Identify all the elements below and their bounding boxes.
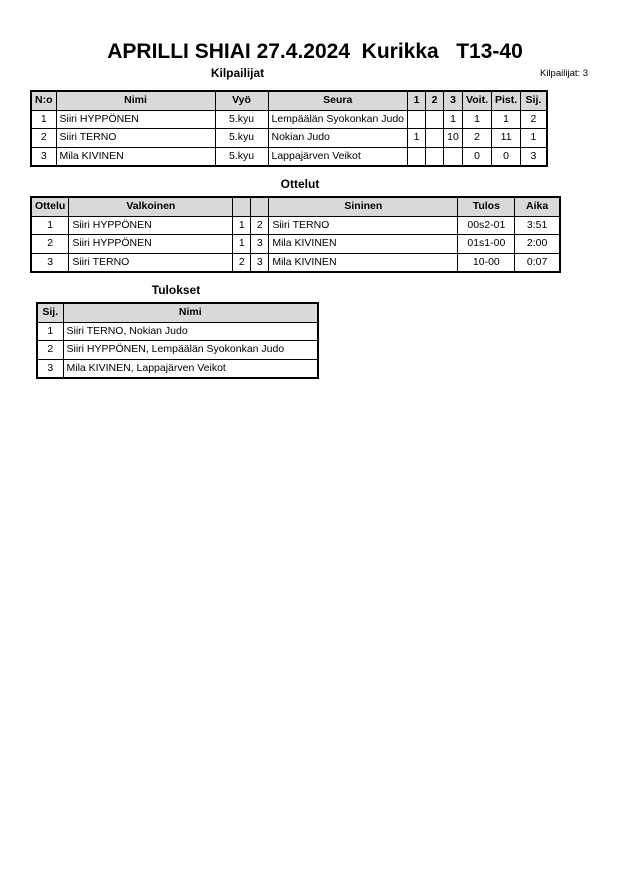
blue-player-number: 3 <box>251 235 269 254</box>
results-header-row <box>37 303 318 322</box>
competitor-number: 3 <box>31 147 56 166</box>
competitor-club: Lappajärven Veikot <box>268 147 408 166</box>
competitor-club: Lempäälän Syokonkan Judo <box>268 110 408 129</box>
col-header-no: N:o <box>31 91 56 110</box>
match-number: 1 <box>31 216 69 235</box>
result-row <box>37 322 318 341</box>
blue-player-name: Siiri TERNO <box>269 216 458 235</box>
competitor-belt: 5.kyu <box>215 129 268 148</box>
blue-player-number: 2 <box>251 216 269 235</box>
white-player-name: Siiri HYPPÖNEN <box>69 235 233 254</box>
competitors-count-label: Kilpailijat: 3 <box>540 68 589 79</box>
matches-header-row <box>31 197 560 216</box>
result-rank: 1 <box>37 322 63 341</box>
col-header-match-no: Ottelu <box>31 197 69 216</box>
result-rank: 2 <box>37 341 63 360</box>
score-vs-1 <box>408 147 426 166</box>
col-header-white-no <box>233 197 251 216</box>
competitor-number: 2 <box>31 129 56 148</box>
col-header-opp2: 2 <box>426 91 444 110</box>
result-rank: 3 <box>37 359 63 378</box>
competitor-rank: 1 <box>521 129 547 148</box>
result-row <box>37 341 318 360</box>
score-vs-1 <box>408 110 426 129</box>
competitors-table <box>30 90 548 167</box>
score-vs-2 <box>426 129 444 148</box>
match-row <box>31 253 560 272</box>
page-title: APRILLI SHIAI 27.4.2024 Kurikka T13-40 <box>107 40 523 63</box>
competitor-row <box>31 129 547 148</box>
matches-heading: Ottelut <box>280 177 320 191</box>
competitor-belt: 5.kyu <box>215 147 268 166</box>
col-header-name: Nimi <box>63 303 318 322</box>
competitor-name: Siiri TERNO <box>56 129 215 148</box>
white-player-name: Siiri HYPPÖNEN <box>69 216 233 235</box>
blue-player-name: Mila KIVINEN <box>269 253 458 272</box>
col-header-points: Pist. <box>492 91 521 110</box>
competitor-rank: 3 <box>521 147 547 166</box>
col-header-rank: Sij. <box>37 303 63 322</box>
competitor-row <box>31 110 547 129</box>
col-header-belt: Vyö <box>215 91 268 110</box>
match-result: 00s2-01 <box>458 216 515 235</box>
competitor-name: Mila KIVINEN <box>56 147 215 166</box>
competitor-name: Siiri HYPPÖNEN <box>56 110 215 129</box>
col-header-blue: Sininen <box>269 197 458 216</box>
competitor-points: 1 <box>492 110 521 129</box>
competitor-points: 11 <box>492 129 521 148</box>
competitor-number: 1 <box>31 110 56 129</box>
result-name: Siiri TERNO, Nokian Judo <box>63 322 318 341</box>
result-name: Siiri HYPPÖNEN, Lempäälän Syokonkan Judo <box>63 341 318 360</box>
col-header-club: Seura <box>268 91 408 110</box>
match-time: 0:07 <box>515 253 560 272</box>
score-vs-2 <box>426 147 444 166</box>
competitor-rank: 2 <box>521 110 547 129</box>
competitor-points: 0 <box>492 147 521 166</box>
match-row <box>31 235 560 254</box>
competitor-wins: 1 <box>463 110 492 129</box>
results-table <box>36 302 319 379</box>
score-vs-1: 1 <box>408 129 426 148</box>
white-player-number: 1 <box>233 235 251 254</box>
competitors-heading: Kilpailijat <box>210 66 265 80</box>
col-header-wins: Voit. <box>463 91 492 110</box>
matches-table <box>30 196 561 273</box>
score-vs-3: 1 <box>444 110 463 129</box>
match-number: 3 <box>31 253 69 272</box>
match-row <box>31 216 560 235</box>
white-player-number: 2 <box>233 253 251 272</box>
blue-player-number: 3 <box>251 253 269 272</box>
score-vs-3 <box>444 147 463 166</box>
col-header-time: Aika <box>515 197 560 216</box>
col-header-opp3: 3 <box>444 91 463 110</box>
col-header-opp1: 1 <box>408 91 426 110</box>
competitor-belt: 5.kyu <box>215 110 268 129</box>
results-heading: Tulokset <box>151 283 201 297</box>
match-time: 2:00 <box>515 235 560 254</box>
competitor-wins: 2 <box>463 129 492 148</box>
match-result: 10-00 <box>458 253 515 272</box>
match-number: 2 <box>31 235 69 254</box>
score-vs-3: 10 <box>444 129 463 148</box>
competitor-row <box>31 147 547 166</box>
result-name: Mila KIVINEN, Lappajärven Veikot <box>63 359 318 378</box>
white-player-name: Siiri TERNO <box>69 253 233 272</box>
col-header-name: Nimi <box>56 91 215 110</box>
col-header-blue-no <box>251 197 269 216</box>
match-result: 01s1-00 <box>458 235 515 254</box>
blue-player-name: Mila KIVINEN <box>269 235 458 254</box>
match-time: 3:51 <box>515 216 560 235</box>
score-vs-2 <box>426 110 444 129</box>
col-header-white: Valkoinen <box>69 197 233 216</box>
competitor-club: Nokian Judo <box>268 129 408 148</box>
col-header-result: Tulos <box>458 197 515 216</box>
col-header-rank: Sij. <box>521 91 547 110</box>
result-row <box>37 359 318 378</box>
competitor-wins: 0 <box>463 147 492 166</box>
competitors-header-row <box>31 91 547 110</box>
white-player-number: 1 <box>233 216 251 235</box>
